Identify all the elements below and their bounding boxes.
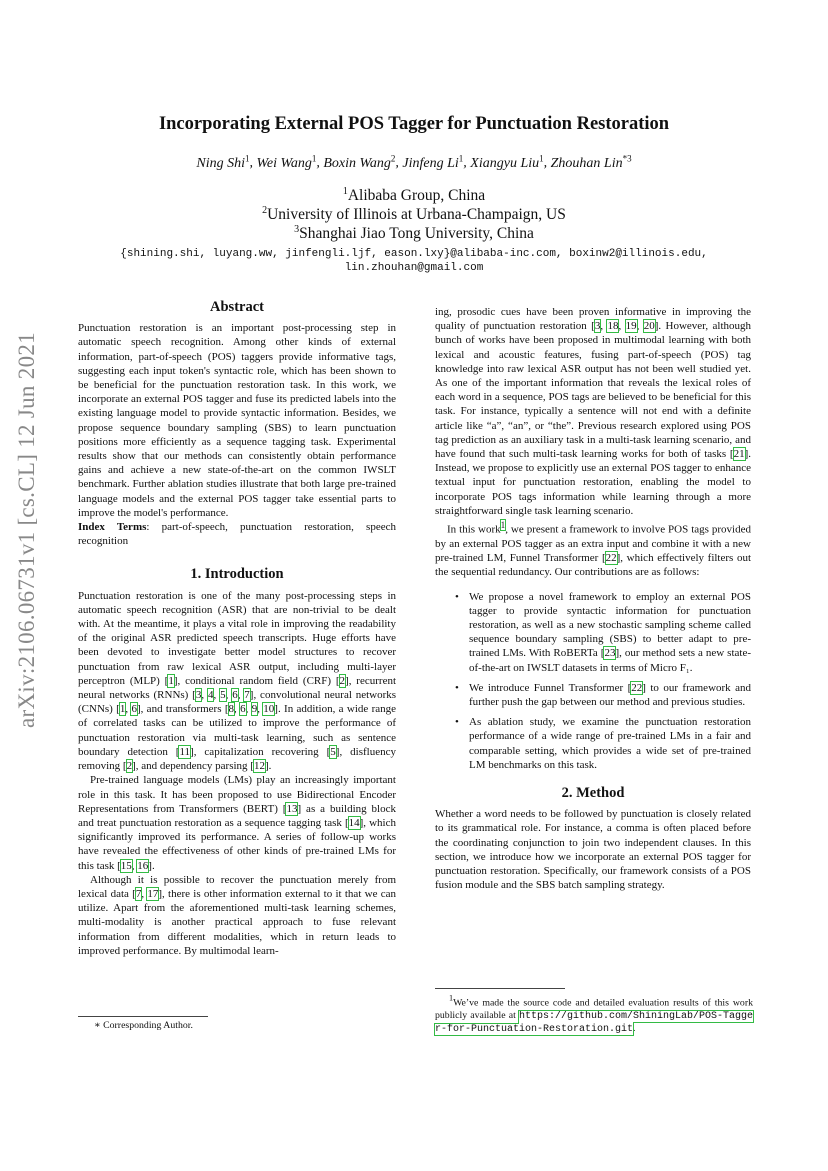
method-paragraph: Whether a word needs to be followed by punctuation is closely related to its grammatical role. For instance, a comma is often placed before the coordinating conjunction to join two independent clauses. In this section, we introduce how we incorporate an external POS tagger for punctuation restoration. Specifically, our framework consists of a POS fusion module and the SBS batch sampling strategy.	[435, 808, 751, 892]
citation-link[interactable]: 8	[228, 703, 234, 716]
intro-paragraph-3-cont: ing, prosodic cues have been proven informative in improving the quality of punctuation restoration [3, 18, 19, 20]. However, although bunch of works have been proposed in multimodal learning with both lexical and acoustic features, fusing part-of-speech (POS) tag knowledge into raw lexical ASR output has not been well studied yet. As one of the important information that reveals the lexical roles of each word in a sequence, POS tags are believed to be beneficial for this task. For instance, typically a sentence will not end with a definite article like “a”, “an”, or “the”. Previous research explored using POS tag prediction as an auxiliary task in a multi-task learning scenario, and have found that such multi-task learning works for both of tasks [21]. Instead, we propose to explicitly use an external POS tagger to enhance textual input for punctuation restoration, enabling the model to incorporate POS tags information while learning through a more straightforward single task learning scenario.	[435, 306, 751, 517]
citation-link[interactable]: 16	[137, 859, 149, 872]
left-column	[78, 300, 396, 958]
citation-link[interactable]: 17	[147, 887, 159, 900]
affiliation-1: $^1$Alibaba Group, China	[342, 186, 486, 205]
citation-link[interactable]: 10	[263, 703, 275, 716]
citation-link[interactable]: 7	[135, 887, 142, 900]
footnote-mark[interactable]: 1	[500, 520, 506, 531]
citation-link[interactable]: 3	[195, 689, 202, 702]
citation-link[interactable]: 22	[631, 681, 643, 694]
citation-link[interactable]: 9	[251, 703, 258, 716]
intro-paragraph-3: Although it is possible to recover the punctuation merely from lexical data [7, 17], there is other information external to it that we can utilize. Apart from the aforementioned multi-task learning schemes, multi-modality is another practical approach to fuse relevant information from different modalities, which in return leads to improved performance. By multimodal learn-	[78, 873, 397, 957]
affiliation-3: $^3$Shanghai Jiao Tong University, China	[294, 224, 534, 243]
citation-link[interactable]: 13	[286, 802, 298, 815]
source-code-footnote: $^1$We’ve made the source code and detailed evaluation results of this work publicly available at https://github.com/ShiningLab/POS-Tagger-for-Punctuation-Restoration.git.	[435, 994, 753, 1036]
contribution-item: • We introduce Funnel Transformer [22] to our framework and further push the gap between our method and previous studies.	[455, 681, 751, 709]
citation-link[interactable]: 4	[207, 689, 214, 702]
index-terms: Index Terms: part-of-speech, punctuation restoration, speech recognition	[78, 521, 396, 548]
author-list: Ning Shi$^1$, Wei Wang$^1$, Boxin Wang$^2$, Jinfeng Li$^1$, Xiangyu Liu$^1$, Zhouhan Lin$^{*3}$	[196, 153, 632, 171]
author-name: Jinfeng Li$^1$	[402, 153, 464, 171]
arxiv-identifier: arXiv:2106.06731v1 [cs.CL] 12 Jun 2021	[14, 332, 39, 728]
paper-title: Incorporating External POS Tagger for Punctuation Restoration	[158, 114, 670, 134]
citation-link[interactable]: 5	[220, 689, 226, 702]
author-name: Zhouhan Lin$^{*3}$	[550, 153, 632, 171]
citation-link[interactable]: 15	[120, 859, 132, 872]
intro-paragraph-1: Punctuation restoration is one of the many post-processing steps in automatic speech recognition (ASR) that are non-trivial to be dealt with. At the meantime, it plays a vital role in improving the readability of the original ASR predicted speech transcripts. Huge efforts have been devoted to investigate better model structures to recover punctuation from raw lexical ASR output, including multi-layer perceptron (MLP) [1], conditional random field (CRF) [2], recurrent neural networks (RNNs) [3, 4, 5, 6, 7], convolutional neural networks (CNNs) [1, 6], and transformers [8, 6, 9, 10]. In addition, a wide range of correlated tasks can be utilized to improve the performance of punctuation restoration via multi-task learning, such as sentence boundary detection [11], capitalization recovering [5], disfluency removing [2], and dependency parsing [12].	[78, 589, 397, 773]
contribution-item: • As ablation study, we examine the punctuation restoration performance of a wide range of pre-trained LMs in a fair and comparable setting, which provides a wide set of pre-trained LM benchmarks on this task.	[455, 715, 751, 772]
citation-link[interactable]: 6	[131, 703, 137, 716]
footnote-rule-right	[435, 988, 565, 989]
intro-heading: 1. Introduction	[190, 566, 284, 583]
affiliation-2: $^2$University of Illinois at Urbana-Champaign, US	[262, 205, 566, 224]
author-name: Wei Wang$^1$	[256, 153, 317, 171]
method-heading: 2. Method	[561, 784, 625, 801]
abstract-text: Punctuation restoration is an important post-processing step in automatic speech recognition. Among other kinds of external information, part-of-speech (POS) taggers provide informative tags, suggesting each input token's syntactic role, which has been shown to be beneficial for the punctuation restoration task. In this work, we incorporate an external POS tagger and fuse its predicted labels into the existing language model to provide syntactic information. Besides, we propose sequence boundary sampling (SBS) to learn punctuation positions more efficiently as a sequence tagging task. Experimental results show that our methods can consistently obtain performance gains and achieve a new state-of-the-art on the common IWSLT benchmark. Further ablation studies illustrate that both large pre-trained language models and the external POS tagger take essential parts to improve the model's performance.	[78, 322, 396, 519]
citation-link[interactable]: 1	[119, 703, 126, 716]
author-name: Xiangyu Liu$^1$	[470, 153, 544, 171]
citation-link[interactable]: 19	[625, 320, 637, 333]
citation-link[interactable]: 18	[607, 320, 619, 333]
citation-link[interactable]: 1	[168, 674, 174, 687]
corresponding-author-footnote: ∗ Corresponding Author.	[94, 1020, 193, 1031]
source-code-link[interactable]: https://github.com/ShiningLab/POS-Tagger-for-Punctuation-Restoration.git	[435, 1010, 753, 1036]
citation-link[interactable]: 6	[232, 689, 238, 702]
citation-link[interactable]: 20	[643, 320, 655, 333]
citation-link[interactable]: 21	[733, 448, 745, 461]
contributions-list	[455, 590, 751, 772]
citation-link[interactable]: 2	[339, 674, 346, 687]
citation-link[interactable]: 5	[330, 745, 336, 758]
footnote-rule-left	[78, 1016, 208, 1017]
author-name: Boxin Wang$^2$	[323, 153, 396, 171]
author-emails: {shining.shi, luyang.ww, jinfengli.ljf, eason.lxy}@alibaba-inc.com, boxinw2@illinois.edu, lin.zhouhan@gmail.com	[120, 248, 708, 274]
contribution-item: • We propose a novel framework to employ an external POS tagger to provide syntactic information for punctuation restoration, as well as a new stochastic sampling scheme called sequence boundary sampling (SBS) to better adapt to pre-trained LMs. With RoBERTa [23], our method sets a new state-of-the-art on IWSLT datasets in terms of Micro F₁.	[455, 590, 751, 675]
citation-link[interactable]: 11	[179, 745, 191, 758]
intro-paragraph-2: Pre-trained language models (LMs) play an increasingly important role in this task. It has been proposed to use Bidirectional Encoder Representations from Transformers (BERT) [13] as a building block and treat punctuation restoration as a sequence tagging task [14], which significantly improved its performance. A series of follow-up works have revealed the effectiveness of other kinds of pre-trained LMs for this task [15, 16].	[78, 774, 396, 872]
intro-paragraph-4: In this work$^1$, we present a framework to involve POS tags provided by an external POS tagger as an extra input and combine it with a new pre-trained LM, Funnel Transformer [22], which effectively filters out the sequential redundancy. Our contributions are as follows:	[435, 520, 752, 579]
citation-link[interactable]: 12	[253, 760, 265, 773]
citation-link[interactable]: 2	[126, 760, 133, 773]
citation-link[interactable]: 22	[605, 552, 617, 565]
right-column	[435, 305, 751, 892]
citation-link[interactable]: 23	[604, 647, 616, 660]
citation-link[interactable]: 7	[244, 689, 250, 702]
abstract-heading: Abstract	[210, 299, 264, 315]
citation-link[interactable]: 3	[594, 320, 601, 333]
citation-link[interactable]: 14	[348, 816, 360, 829]
citation-link[interactable]: 6	[240, 703, 246, 716]
author-name: Ning Shi$^1$	[196, 153, 250, 171]
